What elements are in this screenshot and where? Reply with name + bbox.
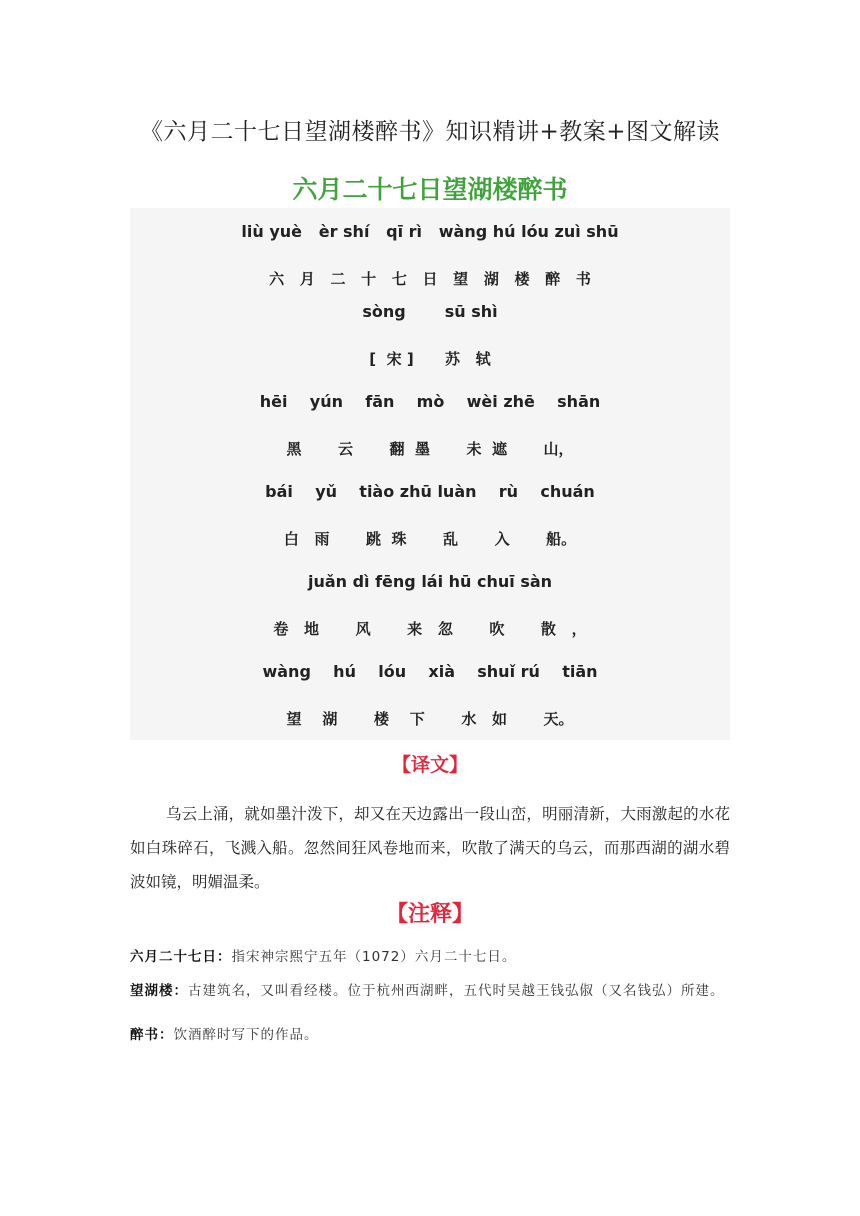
translation-text: 乌云上涌，就如墨汁泼下，却又在天边露出一段山峦，明丽清新，大雨激起的水花如白珠碎石，飞溅入船。忽然间狂风卷地而来，吹散了满天的乌云，而那西湖的湖水碧波如镜，明媚温柔。: [130, 805, 730, 891]
poem-box: [130, 208, 730, 740]
poem-line-title-hanzi: 六 月 二 十 七 日 望 湖 楼 醉 书: [269, 270, 591, 288]
poem-line-1-hanzi: 黑 云 翻 墨 未 遮 山，: [286, 440, 574, 458]
note-item: [130, 1024, 730, 1046]
note-term: 望湖楼：: [130, 983, 188, 999]
poem-line-1-pinyin: hēi yún fān mò wèi zhē shān: [259, 392, 601, 411]
note-text: 指宋神宗熙宁五年（1072）六月二十七日。: [231, 949, 517, 965]
poem-line-3-pinyin: juǎn dì fēng lái hū chuī sàn: [307, 572, 553, 591]
translation-heading: 【译文】: [391, 754, 468, 776]
note-item: [130, 980, 730, 1002]
poem-line-author: [ 宋 ] 苏 轼: [369, 350, 491, 368]
poem-line-2-pinyin: bái yǔ tiào zhū luàn rù chuán: [265, 482, 595, 501]
poem-line-4-pinyin: wàng hú lóu xià shuǐ rú tiān: [262, 662, 598, 681]
poem-line-author-pinyin: sòng sū shì: [362, 302, 498, 321]
note-item: [130, 946, 730, 968]
poem-title: 六月二十七日望湖楼醉书: [292, 175, 568, 204]
note-term: 醉书：: [130, 1027, 174, 1043]
note-term: 六月二十七日：: [130, 949, 232, 965]
poem-line-2-hanzi: 白 雨 跳 珠 乱 入 船。: [283, 530, 577, 548]
poem-line-4-hanzi: 望 湖 楼 下 水 如 天。: [286, 710, 574, 728]
poem-line-3-hanzi: 卷 地 风 来 忽 吹 散 ，: [273, 620, 587, 638]
document-title: 《六月二十七日望湖楼醉书》知识精讲+教案+图文解读: [139, 119, 721, 145]
poem-line-title-pinyin: liù yuè èr shí qī rì wàng hú lóu zuì shū: [241, 222, 619, 241]
note-text: 饮酒醉时写下的作品。: [173, 1027, 319, 1043]
notes-heading: 【注释】: [385, 902, 474, 927]
note-text: 古建筑名，又叫看经楼。位于杭州西湖畔，五代时吴越王钱弘俶（又名钱弘）所建。: [188, 983, 725, 999]
